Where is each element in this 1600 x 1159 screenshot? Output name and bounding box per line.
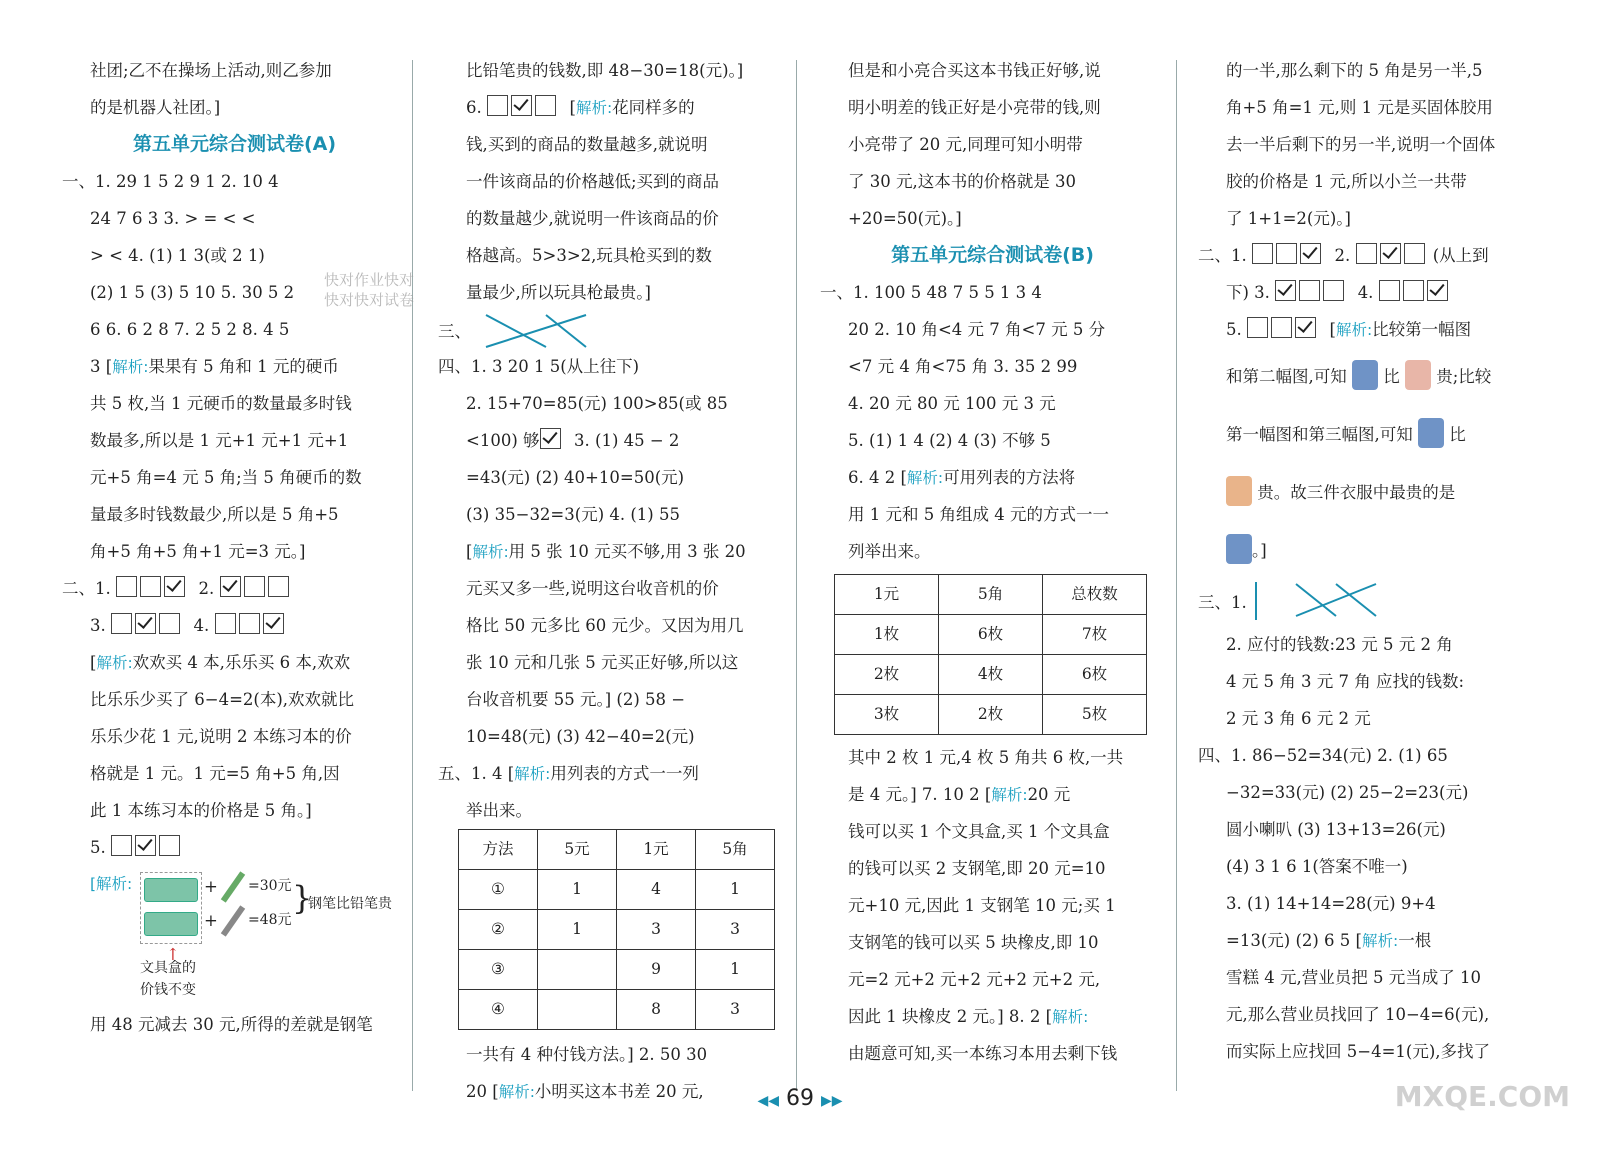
checkbox-checked[interactable] bbox=[135, 613, 156, 634]
divider-2 bbox=[796, 60, 797, 1091]
text-line: 5. (1) 1 4 (2) 4 (3) 不够 5 bbox=[848, 431, 1051, 450]
checkbox[interactable] bbox=[111, 835, 132, 856]
text: 用列表的方式一一列 bbox=[550, 764, 699, 783]
text: 小明买这本书差 20 元, bbox=[534, 1082, 704, 1101]
text: 6. 4 2 [ bbox=[848, 468, 907, 487]
checkbox-checked[interactable] bbox=[1380, 243, 1401, 264]
text-line: 小亮带了 20 元,同理可知小明带 bbox=[848, 135, 1083, 154]
text: [ bbox=[466, 542, 473, 561]
plus-text: + bbox=[204, 877, 218, 896]
text-line: 的一半,那么剩下的 5 角是另一半,5 bbox=[1226, 61, 1483, 80]
text-line: 支钢笔的钱可以买 5 块橡皮,即 10 bbox=[848, 933, 1099, 952]
text-line bbox=[820, 998, 1165, 1035]
jacket-blue-icon bbox=[1418, 418, 1444, 448]
column-1 bbox=[62, 52, 407, 1043]
text-line: 一共有 4 种付钱方法。] 2. 50 30 bbox=[466, 1045, 708, 1064]
text-line: 6 6. 6 2 8 7. 2 5 2 8. 4 5 bbox=[90, 320, 290, 339]
checkbox[interactable] bbox=[215, 613, 236, 634]
text-line bbox=[62, 644, 407, 681]
sweater-pink-icon bbox=[1405, 360, 1431, 390]
checkbox[interactable] bbox=[535, 95, 556, 116]
text-line: 但是和小亮合买这本书钱正好够,说 bbox=[848, 61, 1101, 80]
text-line: > < 4. (1) 1 3(或 2 1) bbox=[90, 246, 265, 265]
table-cell bbox=[538, 990, 617, 1030]
text: 20 元 bbox=[1027, 785, 1071, 804]
watermark: MXQE.COM bbox=[1394, 1080, 1570, 1113]
payment-methods-table bbox=[458, 829, 775, 1030]
text-line: 用 48 元减去 30 元,所得的差就是钢笔 bbox=[90, 1015, 373, 1034]
page-footer bbox=[0, 1086, 1600, 1111]
checkbox[interactable] bbox=[1356, 243, 1377, 264]
jacket-blue-icon bbox=[1226, 534, 1252, 564]
text-line: 去一半后剩下的另一半,说明一个固体 bbox=[1226, 135, 1496, 154]
checkbox[interactable] bbox=[1252, 243, 1273, 264]
text-line: <7 元 4 角<75 角 3. 35 2 99 bbox=[848, 357, 1078, 376]
next-arrow-icon: ▶▶ bbox=[821, 1093, 843, 1109]
text-line bbox=[1198, 348, 1543, 406]
text: 贵。故三件衣服中最贵的是 bbox=[1257, 483, 1456, 502]
text-line bbox=[438, 755, 783, 792]
text-line: =43(元) (2) 40+10=50(元) bbox=[466, 468, 685, 487]
stamp-overlay bbox=[324, 270, 414, 310]
text-line bbox=[438, 533, 783, 570]
table-header-cell: 5元 bbox=[538, 830, 617, 870]
prev-arrow-icon: ◀◀ bbox=[757, 1093, 779, 1109]
text-line: 台收音机要 55 元。] (2) 58 − bbox=[466, 690, 686, 709]
text: <100) 够 bbox=[466, 431, 540, 450]
analysis-label: 解析: bbox=[1335, 321, 1373, 339]
table-row bbox=[459, 870, 775, 910]
table-cell bbox=[538, 950, 617, 990]
text-line: 20 2. 10 角<4 元 7 角<7 元 5 分 bbox=[848, 320, 1106, 339]
matching-lines-figure bbox=[1252, 580, 1382, 624]
equation-text: =48元 bbox=[248, 912, 292, 928]
text-line: 由题意可知,买一本练习本用去剩下钱 bbox=[848, 1044, 1118, 1063]
checkbox-line bbox=[62, 570, 407, 607]
checkbox[interactable] bbox=[1299, 280, 1320, 301]
text: =13(元) (2) 6 5 [ bbox=[1226, 931, 1362, 950]
text: 4. bbox=[193, 616, 210, 635]
checkbox-checked[interactable] bbox=[1300, 243, 1321, 264]
text-line bbox=[1198, 522, 1543, 580]
table-header-cell: 总枚数 bbox=[1043, 575, 1147, 615]
text-line: 2. 应付的钱数:23 元 5 元 2 角 bbox=[1226, 635, 1453, 654]
table-cell: 3 bbox=[617, 910, 696, 950]
text: 二、1. bbox=[62, 579, 111, 598]
checkbox-line bbox=[438, 89, 783, 126]
text-line: 此 1 本练习本的价格是 5 角。] bbox=[90, 801, 312, 820]
pencil-icon bbox=[221, 871, 245, 902]
table-cell: 2枚 bbox=[939, 695, 1043, 735]
table-header-row bbox=[459, 830, 775, 870]
stamp-line: 快对快对试卷 bbox=[324, 291, 415, 309]
table-row bbox=[835, 615, 1147, 655]
text: 下) 3. bbox=[1226, 283, 1270, 302]
text-line: 角+5 角=1 元,则 1 元是买固体胶用 bbox=[1226, 98, 1493, 117]
section-title-b: 第五单元综合测试卷(B) bbox=[891, 244, 1094, 266]
table-header-cell: 5角 bbox=[939, 575, 1043, 615]
text: 因此 1 块橡皮 2 元。] 8. 2 [ bbox=[848, 1007, 1053, 1026]
checkbox-checked[interactable] bbox=[511, 95, 532, 116]
text-line: 元买又多一些,说明这台收音机的价 bbox=[466, 579, 719, 598]
checkbox-checked[interactable] bbox=[164, 576, 185, 597]
table-cell: ④ bbox=[459, 990, 538, 1030]
table-cell: 3枚 bbox=[835, 695, 939, 735]
checkbox[interactable] bbox=[159, 613, 180, 634]
table-cell: ② bbox=[459, 910, 538, 950]
checkbox[interactable] bbox=[1276, 243, 1297, 264]
checkbox-line bbox=[1198, 237, 1543, 274]
table-cell: 6枚 bbox=[939, 615, 1043, 655]
text: 比 bbox=[1449, 425, 1466, 444]
text-line: 用 1 元和 5 角组成 4 元的方式一一 bbox=[848, 505, 1109, 524]
checkbox[interactable] bbox=[111, 613, 132, 634]
checkbox-checked[interactable] bbox=[135, 835, 156, 856]
checkbox-checked[interactable] bbox=[1427, 280, 1448, 301]
table-row bbox=[459, 910, 775, 950]
table-row bbox=[835, 695, 1147, 735]
text-line: 一、1. 29 1 5 2 9 1 2. 10 4 bbox=[62, 172, 279, 191]
column-2 bbox=[438, 52, 783, 1110]
table-cell: 2枚 bbox=[835, 655, 939, 695]
text-line: 四、1. 86−52=34(元) 2. (1) 65 bbox=[1198, 746, 1448, 765]
caption: 价钱不变 bbox=[140, 982, 196, 998]
text-line: 格比 50 元多比 60 元少。又因为用几 bbox=[466, 616, 744, 635]
text: 花同样多的 bbox=[612, 98, 695, 117]
text-line: 格就是 1 元。1 元=5 角+5 角,因 bbox=[90, 764, 340, 783]
checkbox[interactable] bbox=[1404, 243, 1425, 264]
checkbox[interactable] bbox=[1323, 280, 1344, 301]
note-text: 钢笔比铅笔贵 bbox=[308, 896, 392, 912]
text-line: +20=50(元)。] bbox=[848, 209, 962, 228]
page-number: 69 bbox=[786, 1086, 814, 1111]
text: 5. bbox=[1226, 320, 1242, 339]
analysis-label: 解析: bbox=[906, 469, 944, 487]
text: 三、 bbox=[438, 322, 471, 341]
text-line: 社团;乙不在操场上活动,则乙参加 bbox=[90, 61, 332, 80]
text-line: 4 元 5 角 3 元 7 角 应找的钱数: bbox=[1226, 672, 1465, 691]
checkbox[interactable] bbox=[159, 835, 180, 856]
text-line: (4) 3 1 6 1(答案不唯一) bbox=[1226, 857, 1408, 876]
checkbox[interactable] bbox=[1271, 317, 1292, 338]
text-line bbox=[62, 348, 407, 385]
table-cell: 3 bbox=[696, 990, 775, 1030]
table-cell: 1 bbox=[538, 870, 617, 910]
table-cell: 6枚 bbox=[1043, 655, 1147, 695]
analysis-label: 解析: bbox=[1361, 932, 1399, 950]
equation-text: =30元 bbox=[248, 878, 292, 894]
checkbox[interactable] bbox=[1379, 280, 1400, 301]
text-line: 列举出来。 bbox=[848, 542, 931, 561]
table-cell: 1 bbox=[538, 910, 617, 950]
table-cell: 1 bbox=[696, 950, 775, 990]
table-row bbox=[835, 655, 1147, 695]
text: 2. bbox=[1334, 246, 1351, 265]
text-line bbox=[820, 459, 1165, 496]
text: 和第二幅图,可知 bbox=[1226, 367, 1347, 386]
text: 3 [ bbox=[90, 357, 113, 376]
stamp-line: 快对作业快对 bbox=[324, 271, 415, 289]
text-line: 24 7 6 3 3. > = < < bbox=[90, 209, 256, 228]
text-line: 其中 2 枚 1 元,4 枚 5 角共 6 枚,一共 bbox=[848, 748, 1124, 767]
checkbox[interactable] bbox=[140, 576, 161, 597]
text-line: 乐乐少花 1 元,说明 2 本练习本的价 bbox=[90, 727, 352, 746]
checkbox[interactable] bbox=[1403, 280, 1424, 301]
text: [ bbox=[1329, 320, 1336, 339]
text-line: 一、1. 100 5 48 7 5 5 1 3 4 bbox=[820, 283, 1042, 302]
checkbox-line bbox=[1198, 311, 1543, 348]
text: 。] bbox=[1252, 541, 1267, 560]
brace: } bbox=[292, 879, 313, 917]
text: 果果有 5 角和 1 元的硬币 bbox=[148, 357, 339, 376]
table-header-cell: 1元 bbox=[617, 830, 696, 870]
checkbox-line bbox=[1198, 274, 1543, 311]
analysis-label: 解析: bbox=[575, 99, 613, 117]
table-row bbox=[459, 950, 775, 990]
section-title-a: 第五单元综合测试卷(A) bbox=[132, 133, 337, 155]
analysis-label: 解析: bbox=[1052, 1008, 1089, 1026]
text-line: 的钱可以买 2 支钢笔,即 20 元=10 bbox=[848, 859, 1106, 878]
text-line: 共 5 枚,当 1 元硬币的数量最多时钱 bbox=[90, 394, 352, 413]
text-line: 张 10 元和几张 5 元买正好够,所以这 bbox=[466, 653, 739, 672]
analysis-label: 解析: bbox=[472, 543, 509, 561]
pencil-pen-figure bbox=[62, 866, 407, 1006]
text: 3. bbox=[90, 616, 106, 635]
text: 6. bbox=[466, 98, 482, 117]
text-line: 圆小喇叭 (3) 13+13=26(元) bbox=[1226, 820, 1446, 839]
text: 比较第一幅图 bbox=[1372, 320, 1472, 339]
pen-icon bbox=[221, 905, 245, 936]
text: 三、1. bbox=[1198, 593, 1247, 612]
text-line: 角+5 角+5 角+1 元=3 元。] bbox=[90, 542, 306, 561]
checkbox[interactable] bbox=[116, 576, 137, 597]
text: 是 4 元。] 7. 10 2 [ bbox=[848, 785, 992, 804]
text-line: 钱,买到的商品的数量越多,就说明 bbox=[466, 135, 708, 154]
shirt-peach-icon bbox=[1226, 476, 1252, 506]
analysis-label: [解析: bbox=[90, 875, 133, 893]
text-line bbox=[820, 776, 1165, 813]
checkbox[interactable] bbox=[239, 613, 260, 634]
table-cell: 4 bbox=[617, 870, 696, 910]
text-line: 数最多,所以是 1 元+1 元+1 元+1 bbox=[90, 431, 349, 450]
text-line: 10=48(元) (3) 42−40=2(元) bbox=[466, 727, 695, 746]
table-header-cell: 方法 bbox=[459, 830, 538, 870]
checkbox[interactable] bbox=[1247, 317, 1268, 338]
text-line: 一件该商品的价格越低;买到的商品 bbox=[466, 172, 720, 191]
text: 第一幅图和第三幅图,可知 bbox=[1226, 425, 1413, 444]
analysis-label: 解析: bbox=[991, 786, 1028, 804]
table-cell: 9 bbox=[617, 950, 696, 990]
text: 4. bbox=[1357, 283, 1374, 302]
jacket-blue-icon bbox=[1352, 360, 1378, 390]
text-line: 3. (1) 14+14=28(元) 9+4 bbox=[1226, 894, 1436, 913]
checkbox-checked[interactable] bbox=[263, 613, 284, 634]
text-line bbox=[1198, 406, 1543, 464]
text-line: 比铅笔贵的钱数,即 48−30=18(元)。] bbox=[466, 61, 744, 80]
text: 贵;比较 bbox=[1436, 367, 1492, 386]
analysis-label: 解析: bbox=[112, 358, 149, 376]
text-line: 比乐乐少买了 6−4=2(本),欢欢就比 bbox=[90, 690, 355, 709]
table-header-row bbox=[835, 575, 1147, 615]
text-line: 举出来。 bbox=[466, 801, 532, 820]
arrow-up: ↑ bbox=[166, 945, 180, 964]
matching-line bbox=[438, 311, 783, 348]
checkbox-checked[interactable] bbox=[1275, 280, 1296, 301]
pencil-box-icon bbox=[144, 912, 198, 936]
text-line: 的数量越少,就说明一件该商品的价 bbox=[466, 209, 719, 228]
text: 二、1. bbox=[1198, 246, 1247, 265]
text: 一根 bbox=[1398, 931, 1432, 950]
text: 比 bbox=[1383, 367, 1400, 386]
table-cell: 5枚 bbox=[1043, 695, 1147, 735]
table-header-cell: 1元 bbox=[835, 575, 939, 615]
text-line: 而实际上应找回 5−4=1(元),多找了 bbox=[1226, 1042, 1491, 1061]
checkbox[interactable] bbox=[268, 576, 289, 597]
text: 2. bbox=[198, 579, 215, 598]
table-cell: 1枚 bbox=[835, 615, 939, 655]
text: 3. (1) 45 − 2 bbox=[574, 431, 680, 450]
checkbox[interactable] bbox=[244, 576, 265, 597]
text: (从上到 bbox=[1432, 246, 1489, 265]
divider-3 bbox=[1176, 60, 1177, 1091]
text: [ bbox=[569, 98, 576, 117]
text-line: 元+10 元,因此 1 支钢笔 10 元;买 1 bbox=[848, 896, 1116, 915]
text: 5. bbox=[90, 838, 106, 857]
text-line: 明小明差的钱正好是小亮带的钱,则 bbox=[848, 98, 1101, 117]
coin-combo-table bbox=[834, 574, 1147, 735]
text-line: 元,那么营业员找回了 10−4=6(元), bbox=[1226, 1005, 1490, 1024]
text-line: 元=2 元+2 元+2 元+2 元+2 元, bbox=[848, 970, 1101, 989]
table-cell: ③ bbox=[459, 950, 538, 990]
text-line: 了 1+1=2(元)。] bbox=[1226, 209, 1351, 228]
matching-lines-figure bbox=[476, 311, 596, 351]
checkbox[interactable] bbox=[487, 95, 508, 116]
matching-line bbox=[1198, 580, 1543, 626]
text-line: 胶的价格是 1 元,所以小兰一共带 bbox=[1226, 172, 1467, 191]
table-cell: 7枚 bbox=[1043, 615, 1147, 655]
text-line: 钱可以买 1 个文具盒,买 1 个文具盒 bbox=[848, 822, 1110, 841]
text: 用 5 张 10 元买不够,用 3 张 20 bbox=[508, 542, 746, 561]
text-line: 雪糕 4 元,营业员把 5 元当成了 10 bbox=[1226, 968, 1481, 987]
plus-text: + bbox=[204, 911, 218, 930]
column-3 bbox=[820, 52, 1165, 1072]
column-4 bbox=[1198, 52, 1543, 1070]
text-line: 的是机器人社团。] bbox=[90, 98, 221, 117]
text-line: 量最少,所以玩具枪最贵。] bbox=[466, 283, 651, 302]
caption: 文具盒的 bbox=[140, 960, 196, 976]
text-line: 量最多时钱数最少,所以是 5 角+5 bbox=[90, 505, 339, 524]
checkbox-checked[interactable] bbox=[540, 428, 561, 449]
checkbox-checked[interactable] bbox=[220, 576, 241, 597]
table-cell: 8 bbox=[617, 990, 696, 1030]
checkbox-line bbox=[62, 829, 407, 866]
text-line: 4. 20 元 80 元 100 元 3 元 bbox=[848, 394, 1056, 413]
text-line bbox=[438, 422, 783, 459]
checkbox-checked[interactable] bbox=[1295, 317, 1316, 338]
text-line: 元+5 角=4 元 5 角;当 5 角硬币的数 bbox=[90, 468, 362, 487]
analysis-label: 解析: bbox=[514, 765, 551, 783]
text-line: −32=33(元) (2) 25−2=23(元) bbox=[1226, 783, 1469, 802]
divider-1 bbox=[412, 60, 413, 1091]
text: [ bbox=[90, 653, 97, 672]
analysis-label: 解析: bbox=[96, 654, 133, 672]
table-cell: 4枚 bbox=[939, 655, 1043, 695]
table-cell: 3 bbox=[696, 910, 775, 950]
text-line bbox=[1198, 922, 1543, 959]
text-line: 四、1. 3 20 1 5(从上往下) bbox=[438, 357, 640, 376]
text: 五、1. 4 [ bbox=[438, 764, 515, 783]
text-line bbox=[1198, 464, 1543, 522]
text-line: (3) 35−32=3(元) 4. (1) 55 bbox=[466, 505, 680, 524]
text: 可用列表的方法将 bbox=[943, 468, 1076, 487]
text-line: 了 30 元,这本书的价格就是 30 bbox=[848, 172, 1076, 191]
text-line: (2) 1 5 (3) 5 10 5. 30 5 2 bbox=[90, 283, 295, 302]
checkbox-line bbox=[62, 607, 407, 644]
table-cell: 1 bbox=[696, 870, 775, 910]
table-header-cell: 5角 bbox=[696, 830, 775, 870]
table-row bbox=[459, 990, 775, 1030]
text: 欢欢买 4 本,乐乐买 6 本,欢欢 bbox=[132, 653, 351, 672]
text-line: 2. 15+70=85(元) 100>85(或 85 bbox=[466, 394, 728, 413]
table-cell: ① bbox=[459, 870, 538, 910]
text-line: 格越高。5>3>2,玩具枪买到的数 bbox=[466, 246, 712, 265]
pencil-box-icon bbox=[144, 878, 198, 902]
text: 20 [ bbox=[466, 1082, 499, 1101]
analysis-label: 解析: bbox=[498, 1083, 535, 1101]
text-line: 2 元 3 角 6 元 2 元 bbox=[1226, 709, 1371, 728]
